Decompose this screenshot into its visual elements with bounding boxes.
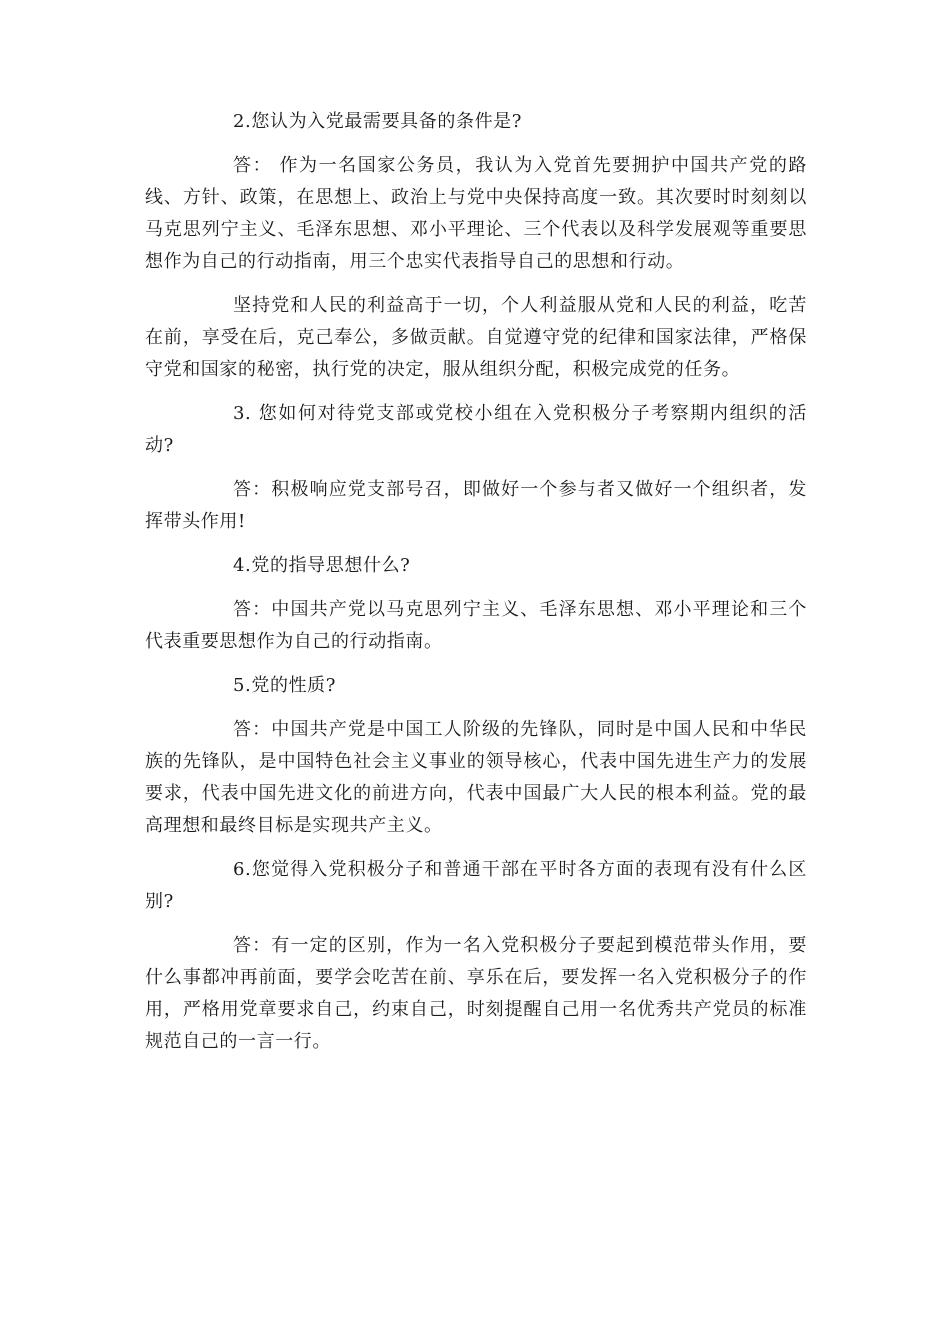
answer-5: 答：中国共产党是中国工人阶级的先锋队，同时是中国人民和中华民族的先锋队，是中国特色社会主义事业的领导核心，代表中国先进生产力的发展要求，代表中国先进文化的前进方向，代表中国最广大人民的根本利益。党的最高理想和最终目标是实现共产主义。 <box>145 719 807 836</box>
question-4: 4.党的指导思想什么? <box>233 555 411 576</box>
question-3: 3. 您如何对待党支部或党校小组在入党积极分子考察期内组织的活动? <box>145 403 807 456</box>
answer-6: 答：有一定的区别，作为一名入党积极分子要起到模范带头作用，要什么事都冲再前面，要学会吃苦在前、享乐在后，要发挥一名入党积极分子的作用，严格用党章要求自己，约束自己，时刻提醒自己用一名优秀共产党员的标准规范自己的一言一行。 <box>145 935 807 1052</box>
question-5: 5.党的性质? <box>233 675 337 696</box>
document-body <box>145 106 807 1070</box>
answer-4: 答：中国共产党以马克思列宁主义、毛泽东思想、邓小平理论和三个代表重要思想作为自己的行动指南。 <box>145 599 807 652</box>
answer-2: 答： 作为一名国家公务员，我认为入党首先要拥护中国共产党的路线、方针、政策，在思想上、政治上与党中央保持高度一致。其次要时时刻刻以马克思列宁主义、毛泽东思想、邓小平理论、三个代表以及科学发展观等重要思想作为自己的行动指南，用三个忠实代表指导自己的思想和行动。 <box>145 155 807 272</box>
question-2: 2.您认为入党最需要具备的条件是? <box>233 111 523 132</box>
answer-2-continued: 坚持党和人民的利益高于一切，个人利益服从党和人民的利益，吃苦在前，享受在后，克己奉公，多做贡献。自觉遵守党的纪律和国家法律，严格保守党和国家的秘密，执行党的决定，服从组织分配，积极完成党的任务。 <box>145 295 807 380</box>
question-6: 6.您觉得入党积极分子和普通干部在平时各方面的表现有没有什么区别? <box>145 859 807 912</box>
answer-3: 答：积极响应党支部号召，即做好一个参与者又做好一个组织者，发挥带头作用! <box>145 479 807 532</box>
